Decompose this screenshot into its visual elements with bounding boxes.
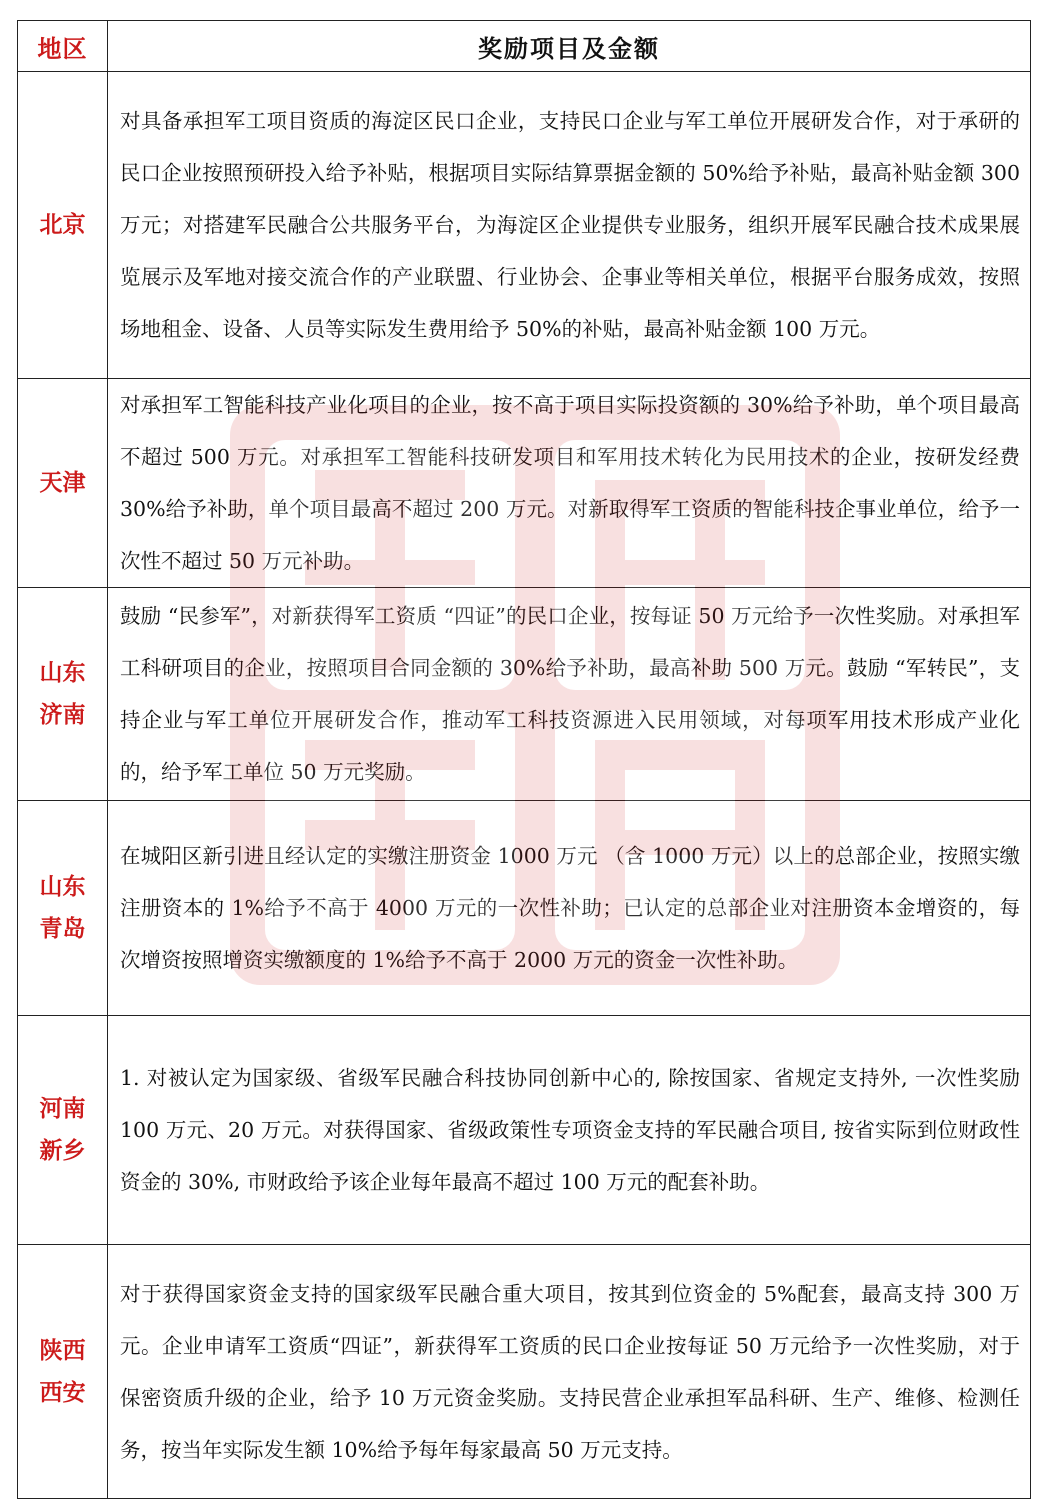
region-cell [18, 588, 108, 801]
region-province: 河南 [39, 1096, 86, 1122]
region-city: 新乡 [39, 1138, 86, 1164]
region-cell [18, 801, 108, 1016]
region-province: 陕西 [39, 1337, 86, 1364]
content-cell: 鼓励 “民参军”，对新获得军工资质 “四证”的民口企业，按每证 50 万元给予一次性奖励。对承担军工科研项目的企业，按照项目合同金额的 30%给予补助，最高补助 500 万元。鼓励 “军转民”，支持企业与军工单位开展研发合作，推动军工科技资源进入民用领域，对每项军用技术形成产业化的，给予军工单位 50 万元奖励。 [108, 588, 1031, 801]
region-city: 青岛 [39, 916, 86, 942]
content-cell: 对承担军工智能科技产业化项目的企业，按不高于项目实际投资额的 30%给予补助，单个项目最高不超过 500 万元。对承担军工智能科技研发项目和军用技术转化为民用技术的企业，按研发经费 30%给予补助，单个项目最高不超过 200 万元。对新取得军工资质的智能科技企事业单位，给予一次性不超过 50 万元补助。 [108, 379, 1031, 588]
header-content: 奖励项目及金额 [108, 21, 1031, 72]
region-city: 西安 [39, 1379, 86, 1406]
region-city: 济南 [39, 702, 86, 728]
region-cell [18, 379, 108, 588]
table-row [18, 588, 1031, 801]
content-cell: 1. 对被认定为国家级、省级军民融合科技协同创新中心的, 除按国家、省规定支持外, 一次性奖励 100 万元、20 万元。对获得国家、省级政策性专项资金支持的军民融合项目, 按省实际到位财政性资金的 30%, 市财政给予该企业每年最高不超过 100 万元的配套补助。 [108, 1016, 1031, 1245]
region-province: 山东 [39, 660, 86, 686]
table-row [18, 1016, 1031, 1245]
region-cell [18, 1245, 108, 1499]
content-cell: 在城阳区新引进且经认定的实缴注册资金 1000 万元 （含 1000 万元）以上的总部企业，按照实缴注册资本的 1%给予不高于 4000 万元的一次性补助；已认定的总部企业对注册资本金增资的，每次增资按照增资实缴额度的 1%给予不高于 2000 万元的资金一次性补助。 [108, 801, 1031, 1016]
region-name: 北京 [39, 212, 86, 238]
table-row [18, 379, 1031, 588]
content-cell: 对具备承担军工项目资质的海淀区民口企业，支持民口企业与军工单位开展研发合作，对于承研的民口企业按照预研投入给予补贴，根据项目实际结算票据金额的 50%给予补贴，最高补贴金额 300 万元；对搭建军民融合公共服务平台，为海淀区企业提供专业服务，组织开展军民融合技术成果展览展示及军地对接交流合作的产业联盟、行业协会、企事业等相关单位，根据平台服务成效，按照场地租金、设备、人员等实际发生费用给予 50%的补贴，最高补贴金额 100 万元。 [108, 72, 1031, 379]
content-cell: 对于获得国家资金支持的国家级军民融合重大项目，按其到位资金的 5%配套，最高支持 300 万元。企业申请军工资质“四证”，新获得军工资质的民口企业按每证 50 万元给予一次性奖励，对于保密资质升级的企业，给予 10 万元资金奖励。支持民营企业承担军品科研、生产、维修、检测任务，按当年实际发生额 10%给予每年每家最高 50 万元支持。 [108, 1245, 1031, 1499]
region-cell [18, 72, 108, 379]
table-row [18, 72, 1031, 379]
policy-table [17, 20, 1031, 1499]
table-header-row [18, 21, 1031, 72]
table-row [18, 801, 1031, 1016]
region-cell [18, 1016, 108, 1245]
region-province: 山东 [39, 874, 86, 900]
region-name: 天津 [39, 470, 86, 496]
header-region: 地区 [18, 21, 108, 72]
table-row [18, 1245, 1031, 1499]
